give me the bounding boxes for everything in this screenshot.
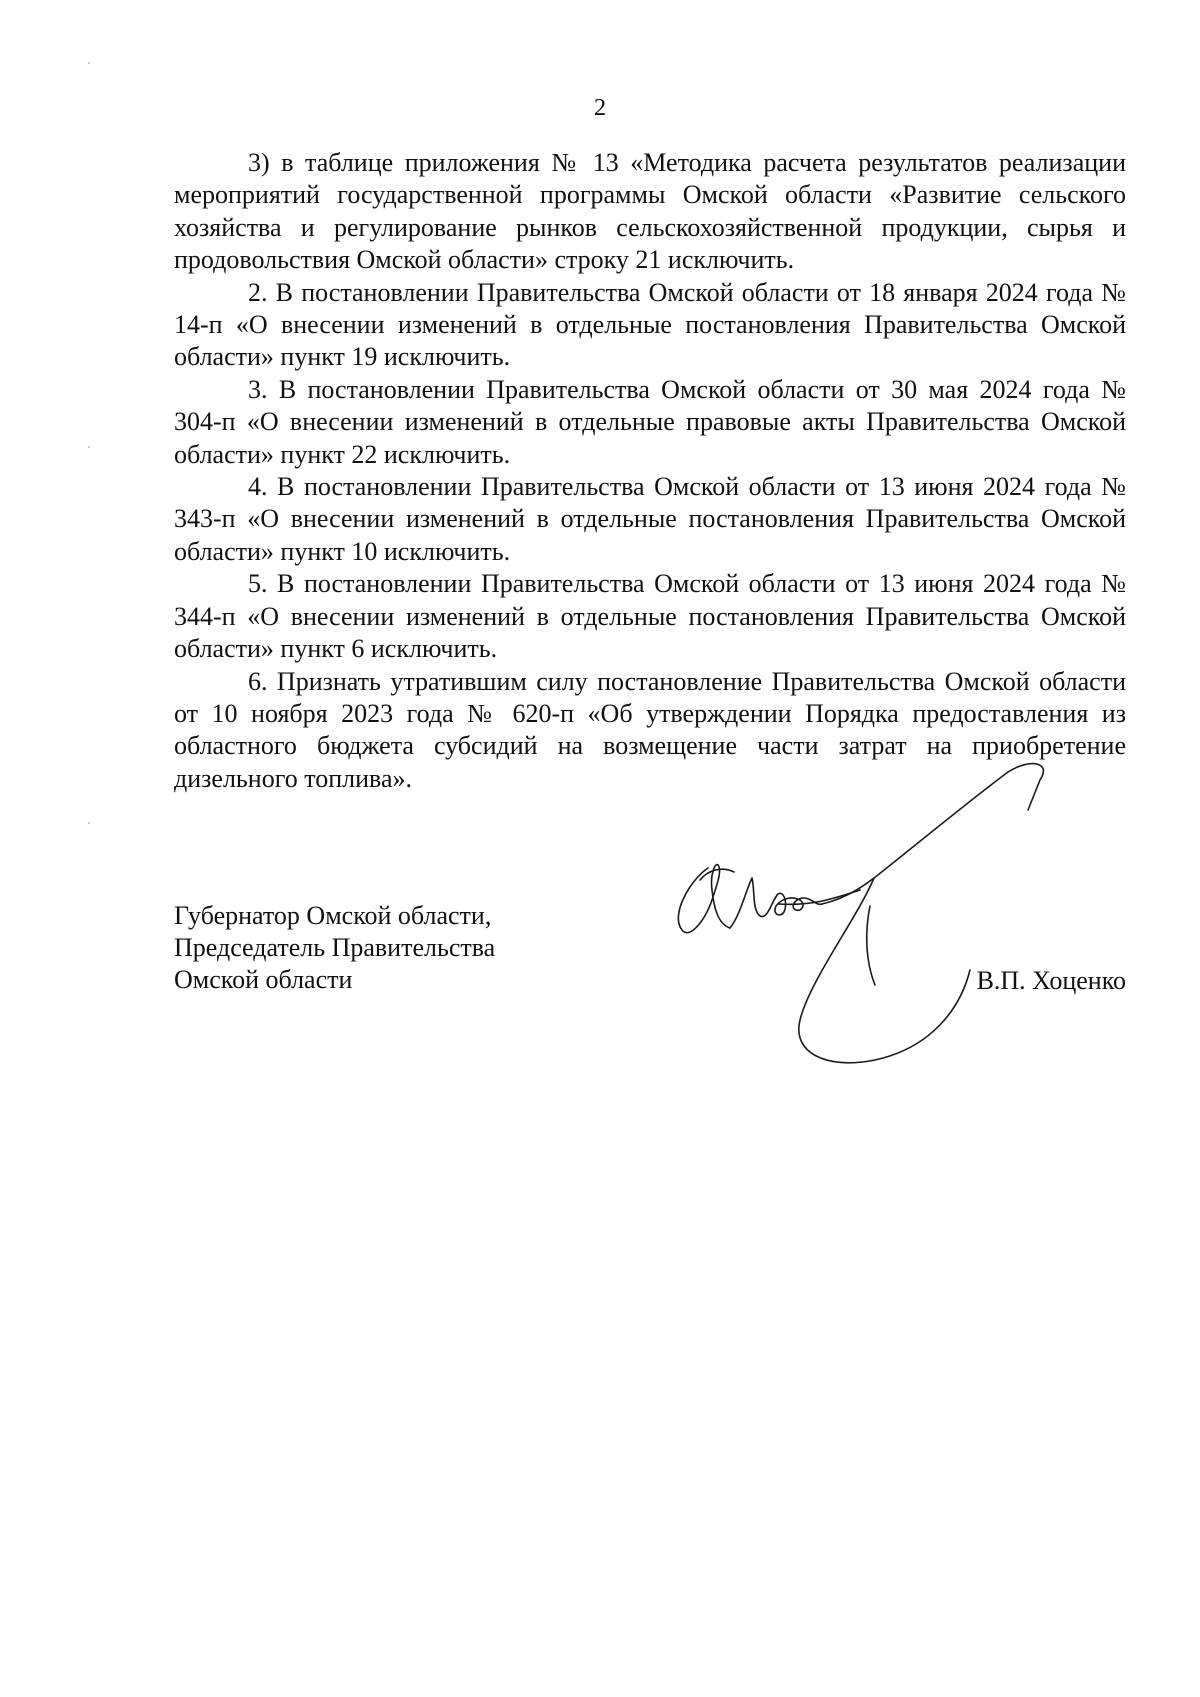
scan-dot (88, 822, 90, 824)
paragraph-point-5: 5. В постановлении Правительства Омской области от 13 июня 2024 года № 344-п «О внесении изменений в отдельные постановления Правительства Омской области» пункт 6 исключить. (174, 569, 1126, 664)
scan-dot (88, 446, 90, 448)
signatory-position-line: Председатель Правительства (174, 933, 496, 963)
document-body (174, 147, 1126, 795)
signatory-name: В.П. Хоценко (976, 966, 1126, 995)
paragraph-point-2: 2. В постановлении Правительства Омской области от 18 января 2024 года № 14-п «О внесении изменений в отдельные постановления Правительства Омской области» пункт 19 исключить. (174, 277, 1126, 372)
page-number: 2 (593, 94, 607, 121)
signatory-position-line: Губернатор Омской области, (174, 901, 492, 930)
paragraph-point-4: 4. В постановлении Правительства Омской области от 13 июня 2024 года № 343-п «О внесении изменений в отдельные постановления Правительства Омской области» пункт 10 исключить. (174, 472, 1126, 566)
scan-dot (88, 62, 90, 64)
handwritten-signature (660, 820, 1100, 1090)
paragraph-point-6: 6. Признать утратившим силу постановление Правительства Омской области от 10 ноября 2023 года № 620-п «Об утверждении Порядка предоставления из областного бюджета субсидий на возмещение части затрат на приобретение дизельного топлива». (174, 666, 1126, 793)
signatory-position-line: Омской области (174, 965, 353, 995)
paragraph-item-3-table: 3) в таблице приложения № 13 «Методика расчета результатов реализации мероприятий государственной программы Омской области «Развитие сельского хозяйства и регулирование рынков сельскохозяйственной продукции, сырья и продовольствия Омской области» строку 21 исключить. (174, 148, 1126, 275)
paragraph-point-3: 3. В постановлении Правительства Омской области от 30 мая 2024 года № 304-п «О внесении изменений в отдельные правовые акты Правительства Омской области» пункт 22 исключить. (174, 374, 1126, 469)
